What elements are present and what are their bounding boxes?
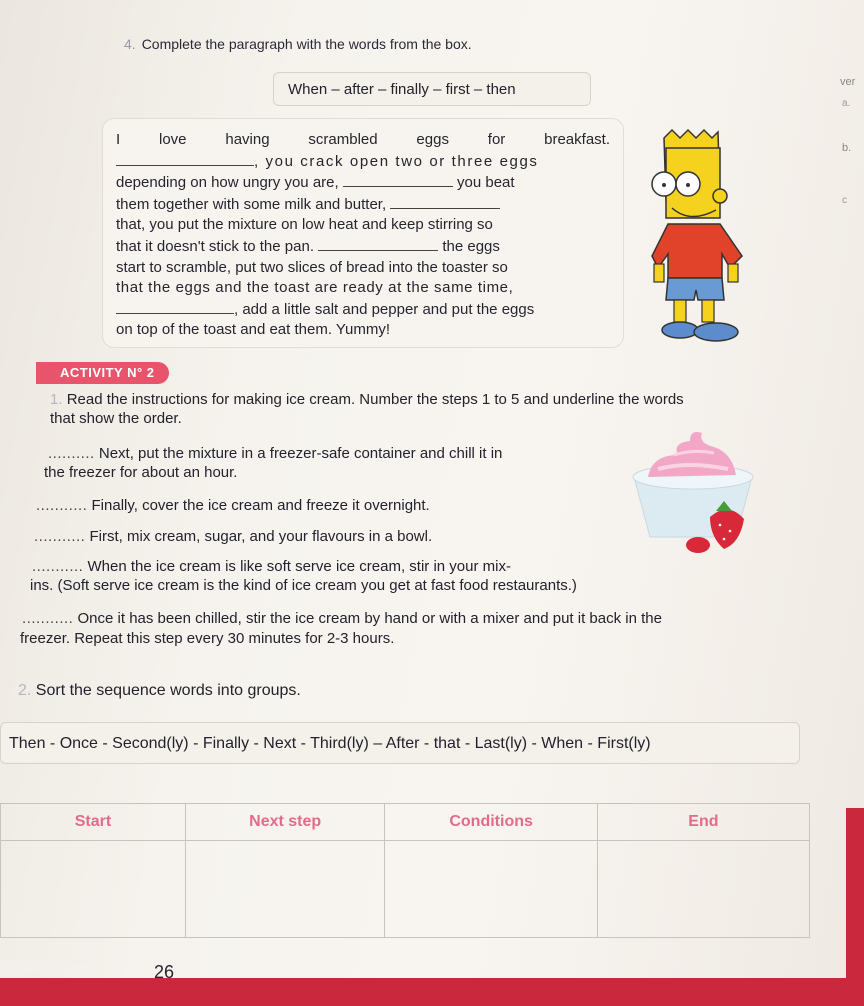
paragraph-line: I love having scrambled eggs for breakfast.: [116, 131, 610, 148]
answer-blank[interactable]: [116, 151, 254, 166]
footer-band: [0, 978, 864, 1006]
cartoon-boy-illustration: [650, 128, 762, 346]
sequence-words-box: Then - Once - Second(ly) - Finally - Next - Third(ly) – After - that - Last(ly) - When - First(ly): [0, 722, 800, 764]
answer-cell-conditions[interactable]: [385, 841, 597, 938]
page-number: 26: [154, 962, 175, 982]
margin-label-c: c: [842, 195, 847, 206]
word-box: When – after – finally – first – then: [273, 72, 591, 106]
paragraph-text: that it doesn't stick to the pan.: [116, 237, 314, 255]
column-header-next-step: Next step: [185, 804, 385, 841]
column-header-start: Start: [1, 804, 186, 841]
exercise-number: 4.: [124, 36, 136, 52]
question-text: Sort the sequence words into groups.: [35, 682, 301, 699]
question-2: [18, 682, 301, 700]
answer-cell-next-step[interactable]: [185, 841, 385, 938]
page-edge-bar: [846, 808, 864, 1006]
step-text: Next, put the mixture in a freezer-safe container and chill it in: [98, 445, 503, 462]
margin-label-a: a.: [842, 98, 851, 109]
answer-cell-start[interactable]: [1, 841, 186, 938]
step-number-blank[interactable]: ...........: [32, 558, 84, 575]
paragraph-line: on top of the toast and eat them. Yummy!: [116, 321, 391, 339]
answer-blank[interactable]: [318, 236, 438, 251]
step-text: When the ice cream is like soft serve ice cream, stir in your mix-: [87, 558, 511, 575]
step-number-blank[interactable]: ...........: [34, 528, 86, 545]
question-1: [50, 390, 810, 428]
answer-cell-end[interactable]: [597, 841, 809, 938]
paragraph-line: that the eggs and the toast are ready at the same time,: [116, 279, 514, 297]
step-number-blank[interactable]: ..........: [48, 445, 95, 462]
answer-blank[interactable]: [116, 299, 234, 314]
ice-cream-illustration: [628, 425, 758, 560]
step-text-continued: ins. (Soft serve ice cream is the kind of ice cream you get at fast food restaurants.): [30, 577, 577, 594]
paragraph-line: [116, 236, 610, 258]
column-header-conditions: Conditions: [385, 804, 597, 841]
question-text: Read the instructions for making ice cream. Number the steps 1 to 5 and underline the words: [66, 391, 684, 408]
step-text-continued: the freezer for about an hour.: [44, 464, 238, 481]
paragraph-text: you beat: [457, 174, 515, 192]
paragraph-line: [116, 151, 610, 173]
step-text-continued: freezer. Repeat this step every 30 minutes for 2-3 hours.: [20, 630, 395, 647]
question-text-continued: that show the order.: [50, 410, 182, 427]
answer-blank[interactable]: [390, 194, 500, 209]
paragraph-line: [116, 194, 610, 216]
footer-wedge: [0, 960, 100, 978]
step-item: [22, 609, 662, 628]
step-item: [48, 444, 502, 463]
paragraph-line: start to scramble, put two slices of bread into the toaster so: [116, 258, 508, 276]
step-text: First, mix cream, sugar, and your flavours in a bowl.: [89, 528, 433, 545]
margin-label-b: b.: [842, 142, 852, 154]
table-header-row: [1, 804, 810, 841]
exercise-instruction: [124, 36, 472, 52]
step-number-blank[interactable]: ...........: [22, 610, 74, 627]
question-number: 1.: [50, 391, 63, 408]
paragraph-line: [116, 299, 610, 321]
step-text: Finally, cover the ice cream and freeze it overnight.: [91, 497, 430, 514]
paragraph-line: [116, 172, 610, 194]
paragraph-text: , add a little salt and pepper and put the eggs: [234, 300, 535, 318]
paragraph-text: depending on how ungry you are,: [116, 174, 339, 192]
table-row: [1, 841, 810, 938]
margin-text-ver: ver: [840, 76, 856, 88]
paragraph-text: the eggs: [442, 237, 500, 255]
paragraph-text: them together with some milk and butter,: [116, 195, 387, 213]
step-item: [32, 557, 511, 576]
question-number: 2.: [18, 682, 32, 699]
paragraph-text: , you crack open two or three eggs: [254, 152, 539, 170]
step-item: [36, 496, 430, 515]
instruction-text: Complete the paragraph with the words from the box.: [141, 36, 472, 52]
column-header-end: End: [597, 804, 809, 841]
paragraph-line: that, you put the mixture on low heat and keep stirring so: [116, 216, 493, 234]
paragraph: [116, 130, 610, 341]
sort-table: [0, 803, 810, 938]
answer-blank[interactable]: [343, 172, 453, 187]
step-number-blank[interactable]: ...........: [36, 497, 88, 514]
activity-badge: ACTIVITY N° 2: [36, 362, 169, 384]
step-text: Once it has been chilled, stir the ice cream by hand or with a mixer and put it back in the: [77, 610, 662, 627]
step-item: [34, 527, 432, 546]
